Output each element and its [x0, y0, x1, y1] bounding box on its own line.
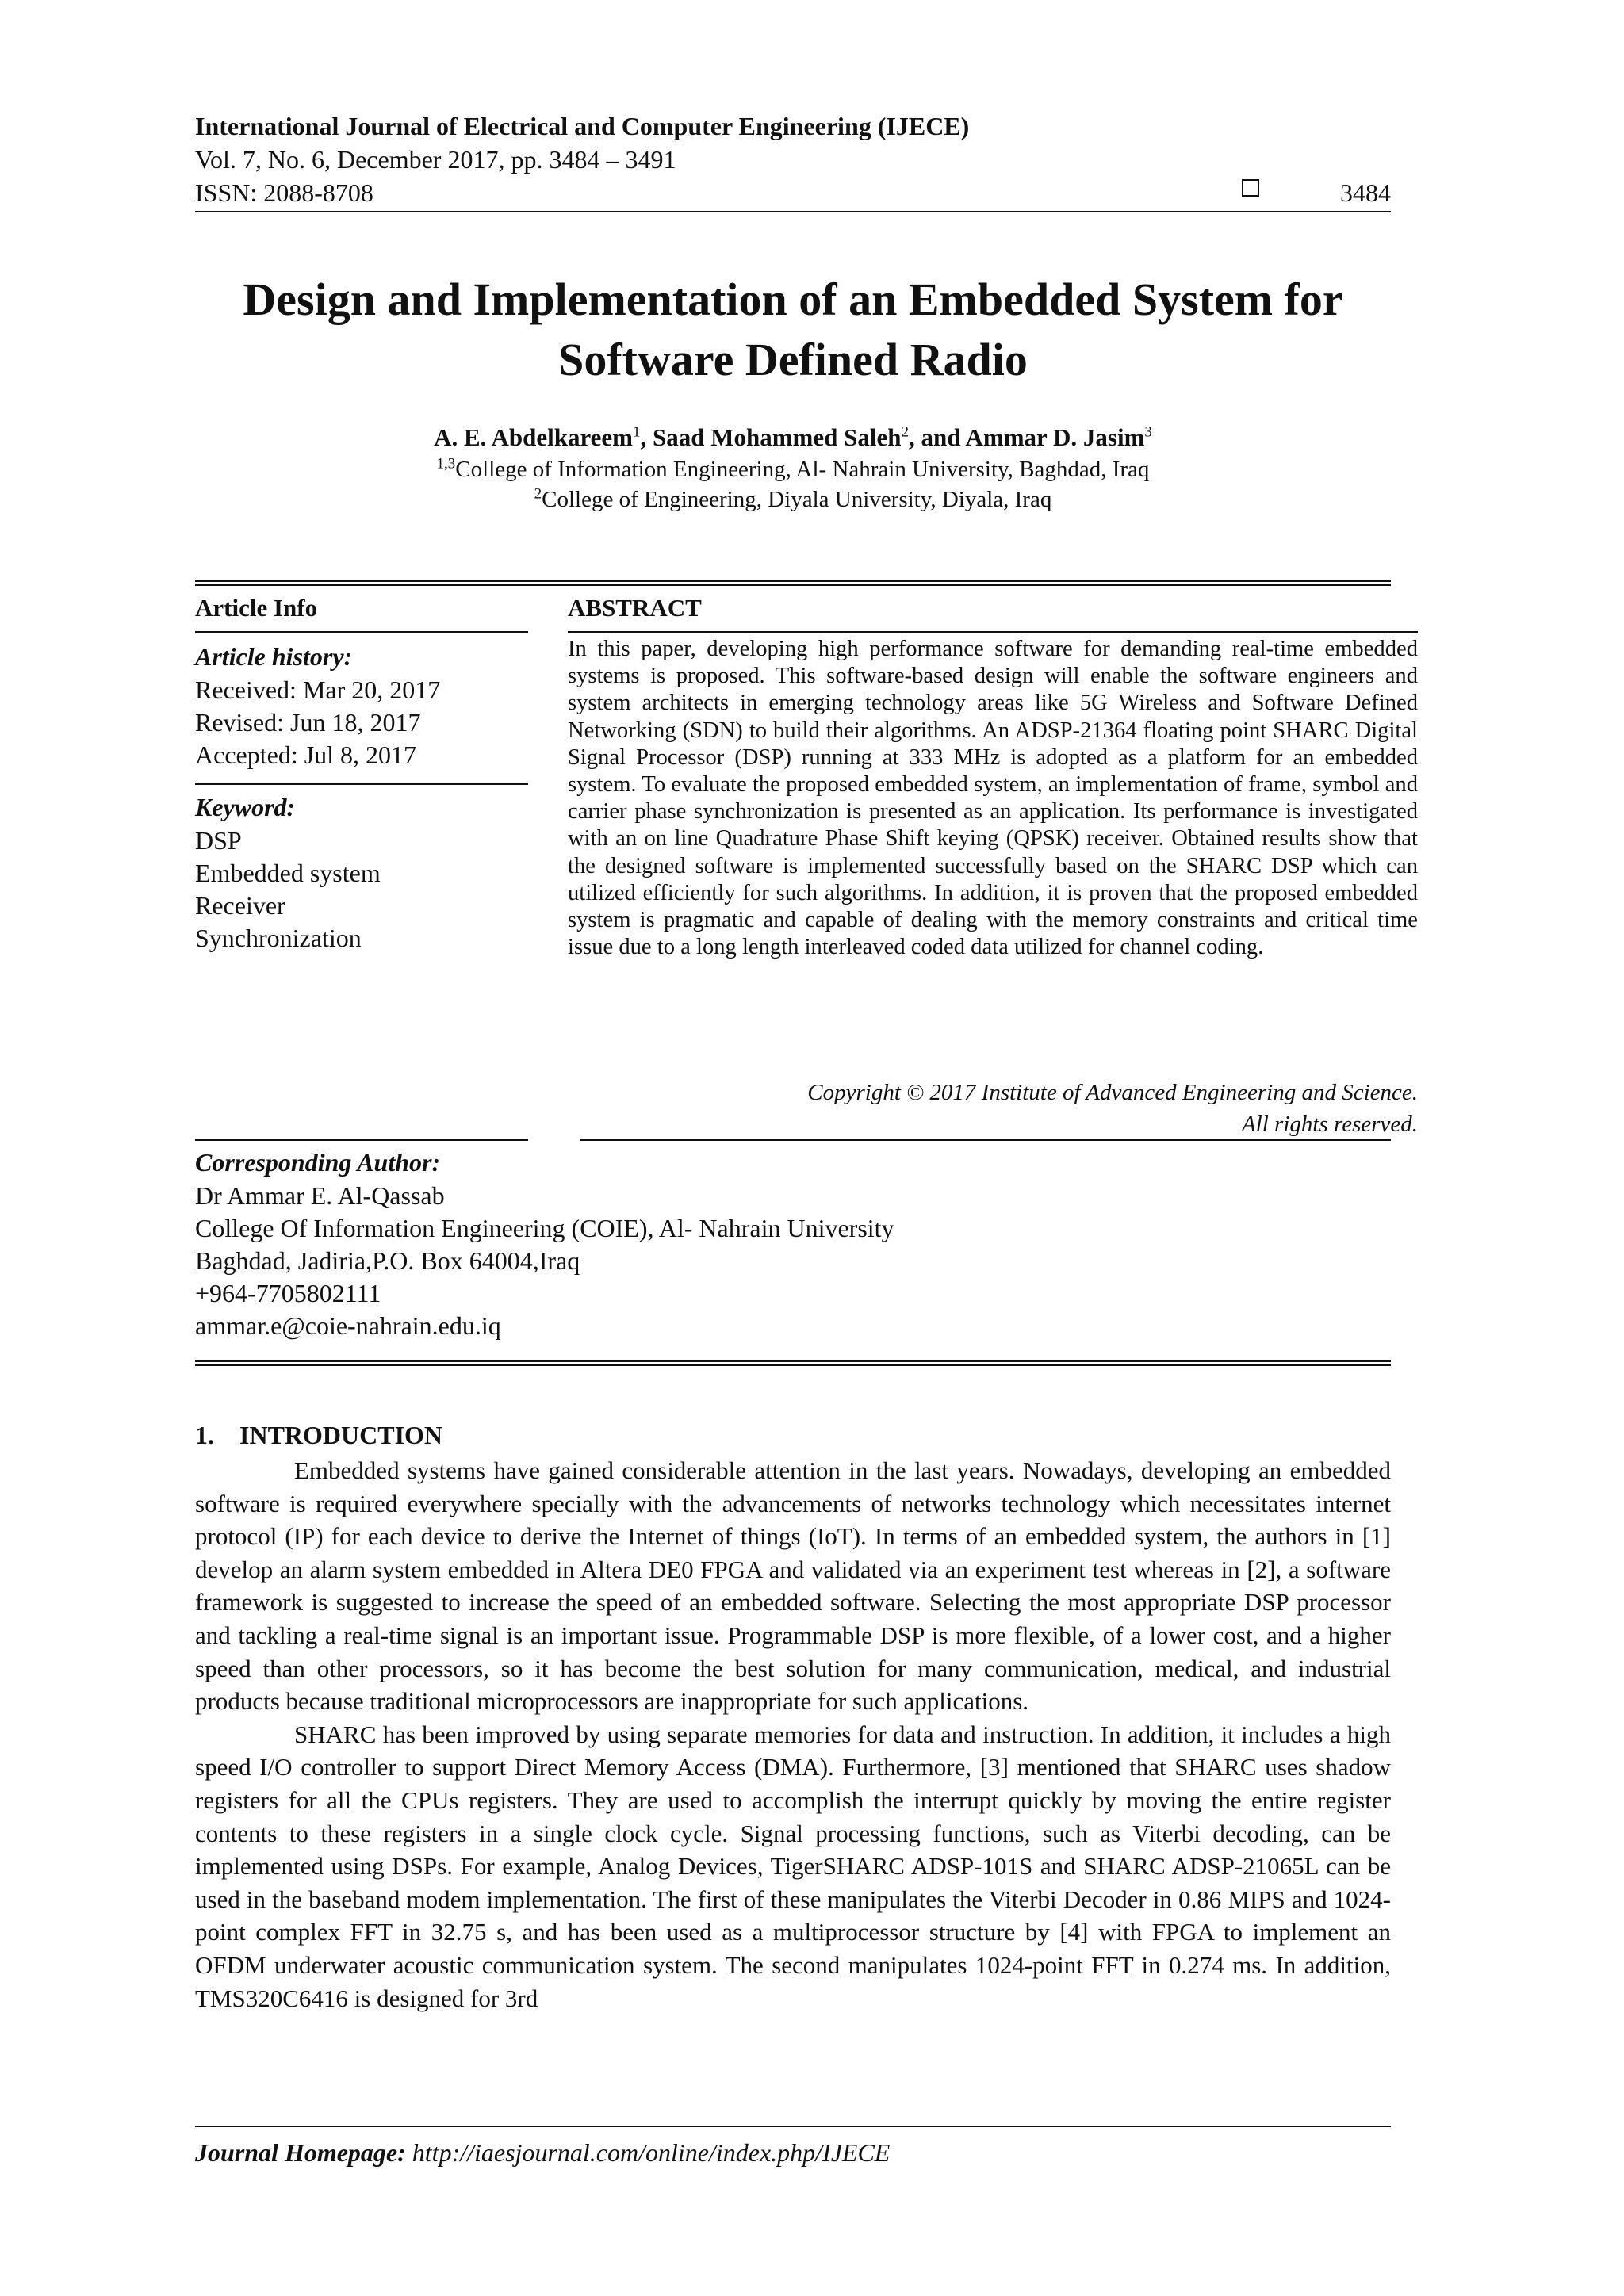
- received-date: Received: Mar 20, 2017: [195, 675, 441, 704]
- header-rule: [195, 211, 1391, 212]
- abstract-heading: ABSTRACT: [568, 594, 702, 622]
- paper-title: [195, 270, 1391, 390]
- journal-name: International Journal of Electrical and Computer Engineering (IJECE): [195, 112, 970, 140]
- article-info-heading: Article Info: [195, 594, 318, 622]
- keyword-item: Receiver: [195, 891, 285, 920]
- homepage-url[interactable]: http://iaesjournal.com/online/index.php/IJECE: [412, 2138, 891, 2167]
- volume-info: Vol. 7, No. 6, December 2017, pp. 3484 – 3491: [195, 145, 676, 174]
- page-number: 3484: [1340, 178, 1391, 207]
- square-icon: [1242, 179, 1259, 197]
- author-name: Ammar D. Jasim: [965, 423, 1145, 451]
- journal-homepage: [195, 2137, 890, 2168]
- affiliation-sup: 2: [534, 485, 542, 503]
- article-history-heading: Article history:: [195, 642, 353, 671]
- author-separator: , and: [908, 423, 966, 451]
- author-sup: 2: [901, 423, 909, 441]
- author-separator: ,: [640, 423, 653, 451]
- author-list: [195, 422, 1391, 453]
- corresponding-author-heading: Corresponding Author:: [195, 1148, 441, 1177]
- section-double-rule: [195, 1360, 1391, 1366]
- homepage-label: Journal Homepage:: [195, 2138, 406, 2167]
- author-sup: 1: [633, 423, 641, 441]
- affiliation-sup: 1,3: [436, 455, 456, 473]
- section-double-rule: [195, 580, 1391, 586]
- paragraph: SHARC has been improved by using separate memories for data and instruction. In addition, it includes a high speed I/O controller to support Direct Memory Access (DMA). Furthermore, [3] mentioned that SHARC uses shadow registers for all the CPUs registers. They are used to accomplish the interrupt quickly by moving the entire register contents to these registers in a single clock cycle. Signal processing functions, such as Viterbi decoding, can be implemented using DSPs. For example, Analog Devices, TigerSHARC ADSP-101S and SHARC ADSP-21065L can be used in the baseband modem implementation. The first of these manipulates the Viterbi Decoder in 0.86 MIPS and 1024-point complex FFT in 32.75 s, and has been used as a multiprocessor structure by [4] with FPGA to implement an OFDM underwater acoustic communication system. The second manipulates 1024-point FFT in 0.274 ms. In addition, TMS320C6416 is designed for 3rd: [195, 1720, 1391, 2012]
- corresponding-name: Dr Ammar E. Al-Qassab: [195, 1181, 445, 1210]
- abstract-rule: [568, 631, 1418, 633]
- introduction-heading: 1. INTRODUCTION: [195, 1421, 443, 1449]
- author-sup: 3: [1144, 423, 1152, 441]
- affiliation-1: [195, 455, 1391, 484]
- copyright-line: Copyright © 2017 Institute of Advanced Engineering and Science.: [807, 1080, 1418, 1105]
- paragraph: Embedded systems have gained considerable attention in the last years. Nowadays, developing an embedded software is required everywhere specially with the advancements of networks technology which necessitates internet protocol (IP) for each device to derive the Internet of things (IoT). In terms of an embedded system, the authors in [1] develop an alarm system embedded in Altera DE0 FPGA and validated via an experiment test whereas in [2], a software framework is suggested to increase the speed of an embedded software. Selecting the most appropriate DSP processor and tackling a real-time signal is an important issue. Programmable DSP is more flexible, of a lower cost, and a higher speed than other processors, so it has become the best solution for many communication, medical, and industrial products because traditional microprocessors are inappropriate for such applications.: [195, 1456, 1391, 1716]
- rights-line: All rights reserved.: [1241, 1112, 1418, 1137]
- keyword-heading: Keyword:: [195, 793, 296, 821]
- corresponding-email[interactable]: ammar.e@coie-nahrain.edu.iq: [195, 1311, 501, 1340]
- corr-rule-right: [580, 1139, 1391, 1141]
- keyword-item: Embedded system: [195, 859, 381, 887]
- info-rule: [195, 783, 528, 785]
- affiliation-text: College of Engineering, Diyala University, Diyala, Iraq: [542, 487, 1052, 512]
- revised-date: Revised: Jun 18, 2017: [195, 708, 421, 737]
- abstract-text: In this paper, developing high performance software for demanding real-time embedded systems is proposed. This software-based design will enable the software engineers and system architects in emerging technology areas like 5G Wireless and Software Defined Networking (SDN) to build their algorithms. An ADSP-21364 floating point SHARC Digital Signal Processor (DSP) running at 333 MHz is adopted as a platform for an embedded system. To evaluate the proposed embedded system, an implementation of frame, symbol and carrier phase synchronization is presented as an application. Its performance is investigated with an on line Quadrature Phase Shift keying (QPSK) receiver. Obtained results show that the designed software is implemented successfully based on the SHARC DSP which can utilized efficiently for such algorithms. In addition, it is proven that the proposed embedded system is pragmatic and capable of dealing with the memory constraints and critical time issue due to a long length interleaved coded data utilized for channel coding.: [568, 637, 1418, 960]
- author-name: Saad Mohammed Saleh: [653, 423, 902, 451]
- title-line-2: Software Defined Radio: [558, 334, 1028, 385]
- accepted-date: Accepted: Jul 8, 2017: [195, 740, 417, 769]
- author-name: A. E. Abdelkareem: [434, 423, 633, 451]
- affiliation-text: College of Information Engineering, Al- Nahrain University, Baghdad, Iraq: [455, 457, 1150, 482]
- corresponding-address: Baghdad, Jadiria,P.O. Box 64004,Iraq: [195, 1246, 580, 1275]
- introduction-body: [195, 1454, 1391, 2015]
- copyright-notice: [714, 1077, 1418, 1140]
- corr-rule-left: [195, 1139, 528, 1141]
- issn: ISSN: 2088-8708: [195, 178, 373, 207]
- affiliation-2: [195, 485, 1391, 514]
- footer-rule: [195, 2126, 1391, 2127]
- title-line-1: Design and Implementation of an Embedded System for: [243, 274, 1343, 325]
- info-rule: [195, 631, 528, 633]
- keyword-item: DSP: [195, 826, 242, 855]
- corresponding-institution: College Of Information Engineering (COIE), Al- Nahrain University: [195, 1214, 894, 1242]
- corresponding-phone: +964-7705802111: [195, 1279, 381, 1307]
- keyword-item: Synchronization: [195, 924, 362, 952]
